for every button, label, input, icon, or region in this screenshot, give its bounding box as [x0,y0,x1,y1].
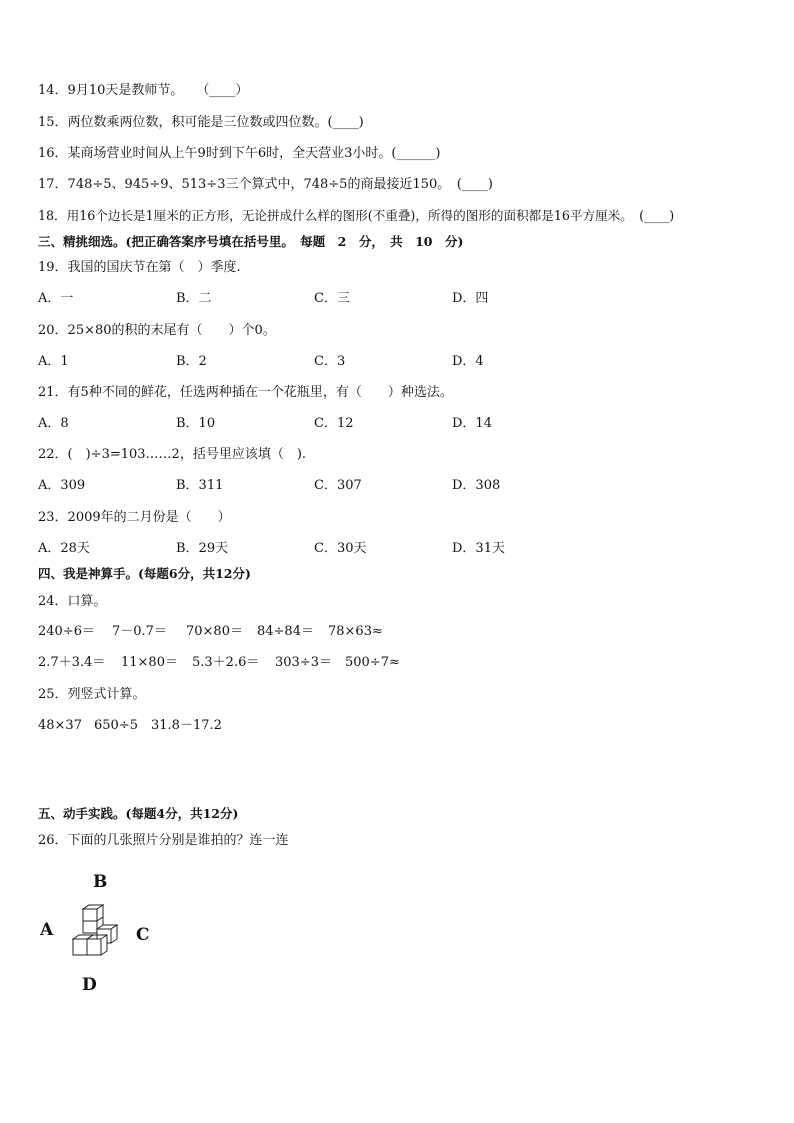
q22-option-d: D．308 [452,478,501,493]
q22-option-b: B．311 [176,478,224,493]
q22-option-a: A．309 [38,478,86,493]
oral-item: 70×80＝ [186,624,243,639]
oral-item: 500÷7≈ [345,655,400,670]
q21-option-a: A．8 [38,416,69,431]
oral-item: 2.7＋3.4＝ [38,655,106,670]
q21-option-b: B．10 [176,416,216,431]
q20-option-d: D．4 [452,354,484,369]
oral-item: 78×63≈ [328,624,383,639]
vertical-item: 650÷5 [94,718,138,733]
question-16: 16．某商场营业时间从上午9时到下午6时，全天营业3小时。(______) [38,146,441,161]
section-5-title: 五、动手实践。(每题4分，共12分) [38,806,239,821]
question-17: 17．748÷5、945÷9、513÷3三个算式中，748÷5的商最接近150。 (____) [38,177,493,192]
question-19: 19．我国的国庆节在第（ ）季度. [38,260,241,275]
viewpoint-d-label: D [82,975,97,995]
question-24: 24．口算。 [38,594,107,609]
vertical-item: 48×37 [38,718,82,733]
question-23: 23．2009年的二月份是（ ） [38,510,231,525]
q23-option-a: A．28天 [38,541,90,556]
question-20: 20．25×80的积的末尾有（ ）个0。 [38,323,276,338]
viewpoint-a-label: A [40,920,54,940]
q19-option-b: B．二 [176,291,212,306]
vertical-calc-row [38,718,222,734]
q20-option-c: C．3 [314,354,346,369]
oral-item: 11×80＝ [121,655,178,670]
q20-option-a: A．1 [38,354,69,369]
oral-item: 303÷3＝ [275,655,332,670]
q20-option-b: B．2 [176,354,207,369]
viewpoint-b-label: B [93,872,108,892]
q19-option-a: A．一 [38,291,74,306]
oral-item: 5.3＋2.6＝ [192,655,260,670]
oral-row-2 [38,655,400,671]
question-25: 25．列竖式计算。 [38,687,146,702]
question-21: 21．有5种不同的鲜花，任选两种插在一个花瓶里，有（ ）种选法。 [38,385,453,400]
question-18: 18．用16个边长是1厘米的正方形，无论拼成什么样的图形(不重叠)，所得的图形的面积都是16平方厘米。 (____) [38,208,675,223]
question-15: 15．两位数乘两位数，积可能是三位数或四位数。(____) [38,115,364,130]
q21-option-c: C．12 [314,416,354,431]
oral-item: 7－0.7＝ [112,624,167,639]
q23-option-c: C．30天 [314,541,367,556]
q21-option-d: D．14 [452,416,492,431]
oral-item: 240÷6＝ [38,624,95,639]
q19-option-c: C．三 [314,291,350,306]
vertical-item: 31.8－17.2 [151,718,222,733]
q19-option-d: D．四 [452,291,489,306]
viewpoint-c-label: C [136,925,150,945]
section-4-title: 四、我是神算手。(每题6分，共12分) [38,566,251,581]
q23-option-d: D．31天 [452,541,505,556]
oral-row-1 [38,624,383,640]
oral-item: 84÷84＝ [257,624,314,639]
question-26: 26．下面的几张照片分别是谁拍的？连一连 [38,833,289,848]
cube-stack-figure [70,903,122,961]
section-3-title: 三、精挑细选。(把正确答案序号填在括号里。 每题 2 分， 共 10 分) [38,234,464,249]
q22-option-c: C．307 [314,478,362,493]
question-14: 14．9月10天是教师节。 （____） [38,83,249,98]
question-22: 22．( )÷3=103……2，括号里应该填（ ). [38,447,307,462]
q23-option-b: B．29天 [176,541,229,556]
